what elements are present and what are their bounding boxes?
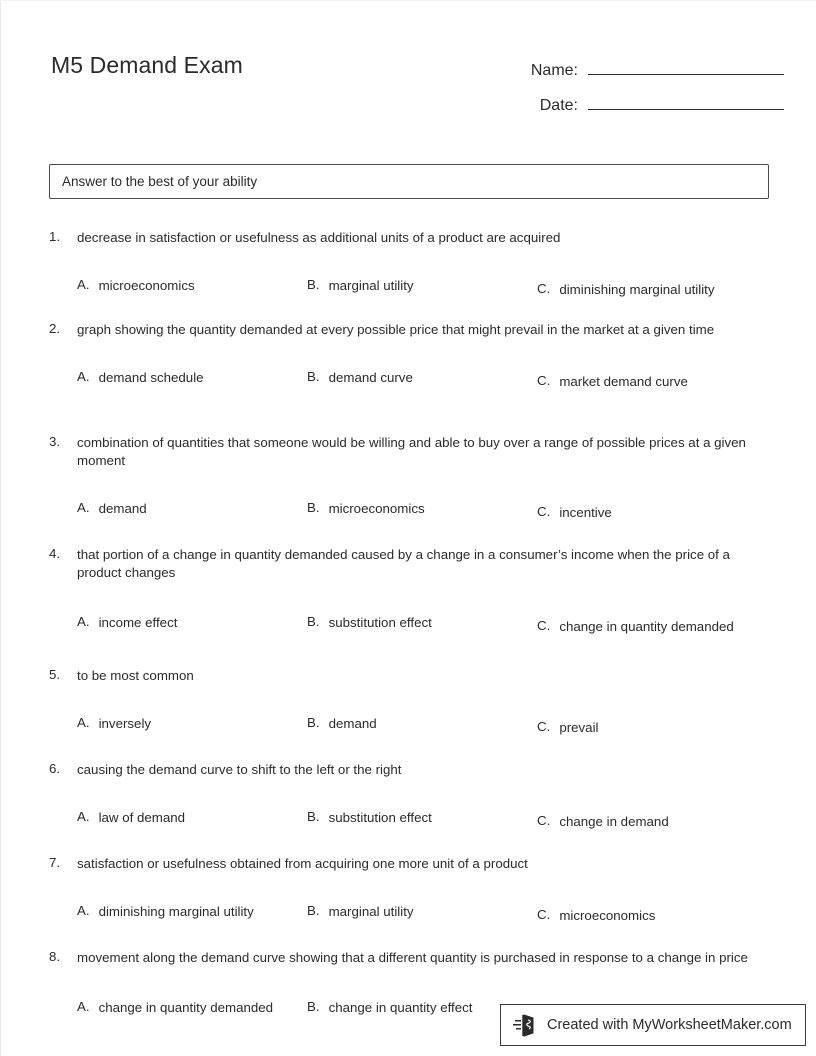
answer-option[interactable] xyxy=(537,504,772,521)
answer-option[interactable] xyxy=(537,281,772,298)
option-text: change in demand xyxy=(559,814,669,829)
name-input[interactable] xyxy=(588,58,784,75)
answer-option[interactable] xyxy=(537,373,772,390)
watermark-text: Created with MyWorksheetMaker.com xyxy=(547,1017,792,1033)
question-text: to be most common xyxy=(77,668,194,683)
option-text: microeconomics xyxy=(328,501,425,516)
question-text: movement along the demand curve showing that a different quantity is purchased in response to a change in price xyxy=(77,950,748,965)
option-letter: C. xyxy=(537,719,551,734)
date-input[interactable] xyxy=(588,93,784,110)
question-options xyxy=(49,277,771,321)
date-label: Date: xyxy=(539,97,578,114)
option-letter: A. xyxy=(77,277,90,292)
question-stem xyxy=(49,434,771,470)
question-number: 7. xyxy=(49,855,61,870)
question-number: 3. xyxy=(49,434,61,449)
answer-option[interactable] xyxy=(307,999,532,1016)
answer-option[interactable] xyxy=(537,618,772,635)
question-block xyxy=(49,321,771,413)
option-letter: B. xyxy=(307,369,320,384)
option-text: microeconomics xyxy=(559,908,656,923)
question-text: that portion of a change in quantity demanded caused by a change in a consumer’s income when the price of a product changes xyxy=(77,547,730,580)
question-text: satisfaction or usefulness obtained from acquiring one more unit of a product xyxy=(77,856,528,871)
option-text: substitution effect xyxy=(328,615,432,630)
option-text: demand schedule xyxy=(98,370,204,385)
option-text: demand curve xyxy=(328,370,413,385)
answer-option[interactable] xyxy=(537,719,772,736)
option-letter: A. xyxy=(77,903,90,918)
question-number: 6. xyxy=(49,761,61,776)
question-stem xyxy=(49,761,771,779)
option-letter: A. xyxy=(77,614,90,629)
question-stem xyxy=(49,229,771,247)
option-letter: A. xyxy=(77,999,90,1014)
option-letter: A. xyxy=(77,809,90,824)
instructions-box xyxy=(49,164,769,199)
option-text: substitution effect xyxy=(328,810,432,825)
option-text: prevail xyxy=(559,720,599,735)
answer-option[interactable] xyxy=(77,369,302,386)
answer-option[interactable] xyxy=(77,999,302,1016)
answer-option[interactable] xyxy=(77,614,302,631)
option-text: microeconomics xyxy=(98,278,195,293)
page-title: M5 Demand Exam xyxy=(51,52,243,78)
question-options xyxy=(49,369,771,413)
question-text: combination of quantities that someone would be willing and able to buy over a range of possible prices at a given moment xyxy=(77,435,746,468)
option-letter: B. xyxy=(307,500,320,515)
option-text: demand xyxy=(98,501,147,516)
answer-option[interactable] xyxy=(307,715,532,732)
option-text: diminishing marginal utility xyxy=(559,282,715,297)
question-options xyxy=(49,903,771,947)
answer-option[interactable] xyxy=(307,369,532,386)
option-letter: C. xyxy=(537,504,551,519)
option-text: marginal utility xyxy=(328,278,414,293)
worksheet-maker-logo-icon xyxy=(513,1013,539,1037)
question-number: 1. xyxy=(49,229,61,244)
option-letter: B. xyxy=(307,809,320,824)
answer-option[interactable] xyxy=(77,277,302,294)
option-text: law of demand xyxy=(98,810,186,825)
name-label: Name: xyxy=(530,62,578,79)
option-letter: C. xyxy=(537,281,551,296)
option-letter: C. xyxy=(537,373,551,388)
option-letter: B. xyxy=(307,903,320,918)
question-number: 4. xyxy=(49,546,61,561)
question-text: decrease in satisfaction or usefulness as additional units of a product are acquired xyxy=(77,230,561,245)
option-text: inversely xyxy=(98,716,152,731)
worksheet-header xyxy=(51,46,771,136)
option-letter: B. xyxy=(307,999,320,1014)
question-options xyxy=(49,500,771,544)
question-number: 8. xyxy=(49,949,61,964)
answer-option[interactable] xyxy=(77,500,302,517)
option-letter: C. xyxy=(537,618,551,633)
question-block xyxy=(49,855,771,947)
question-block xyxy=(49,229,771,321)
answer-option[interactable] xyxy=(537,907,772,924)
option-letter: B. xyxy=(307,614,320,629)
answer-option[interactable] xyxy=(77,715,302,732)
answer-option[interactable] xyxy=(537,813,772,830)
question-block xyxy=(49,667,771,759)
option-letter: B. xyxy=(307,715,320,730)
question-stem xyxy=(49,949,771,967)
question-text: causing the demand curve to shift to the left or the right xyxy=(77,762,402,777)
question-options xyxy=(49,715,771,759)
name-field-row xyxy=(506,58,784,80)
instructions-text: Answer to the best of your ability xyxy=(62,174,258,189)
question-block xyxy=(49,434,771,544)
option-text: marginal utility xyxy=(328,904,414,919)
date-field-row xyxy=(506,93,784,115)
option-letter: C. xyxy=(537,907,551,922)
question-stem xyxy=(49,546,771,582)
option-text: change in quantity demanded xyxy=(559,619,734,634)
answer-option[interactable] xyxy=(307,903,532,920)
question-stem xyxy=(49,855,771,873)
answer-option[interactable] xyxy=(307,500,532,517)
answer-option[interactable] xyxy=(307,809,532,826)
watermark-badge xyxy=(500,1004,806,1046)
question-text: graph showing the quantity demanded at every possible price that might prevail in the market at a given time xyxy=(77,322,715,337)
option-letter: A. xyxy=(77,715,90,730)
question-block xyxy=(49,546,771,658)
option-text: change in quantity effect xyxy=(328,1000,473,1015)
answer-option[interactable] xyxy=(307,277,532,294)
question-number: 2. xyxy=(49,321,61,336)
option-text: market demand curve xyxy=(559,374,688,389)
option-letter: C. xyxy=(537,813,551,828)
answer-option[interactable] xyxy=(77,903,302,920)
option-text: incentive xyxy=(559,505,612,520)
option-letter: B. xyxy=(307,277,320,292)
answer-option[interactable] xyxy=(307,614,532,631)
question-options xyxy=(49,614,771,658)
option-letter: A. xyxy=(77,369,90,384)
answer-option[interactable] xyxy=(77,809,302,826)
option-text: diminishing marginal utility xyxy=(98,904,254,919)
question-stem xyxy=(49,667,771,685)
option-text: change in quantity demanded xyxy=(98,1000,274,1015)
question-stem xyxy=(49,321,771,339)
option-text: income effect xyxy=(98,615,178,630)
option-letter: A. xyxy=(77,500,90,515)
question-options xyxy=(49,809,771,853)
option-text: demand xyxy=(328,716,377,731)
question-block xyxy=(49,761,771,853)
question-number: 5. xyxy=(49,667,61,682)
